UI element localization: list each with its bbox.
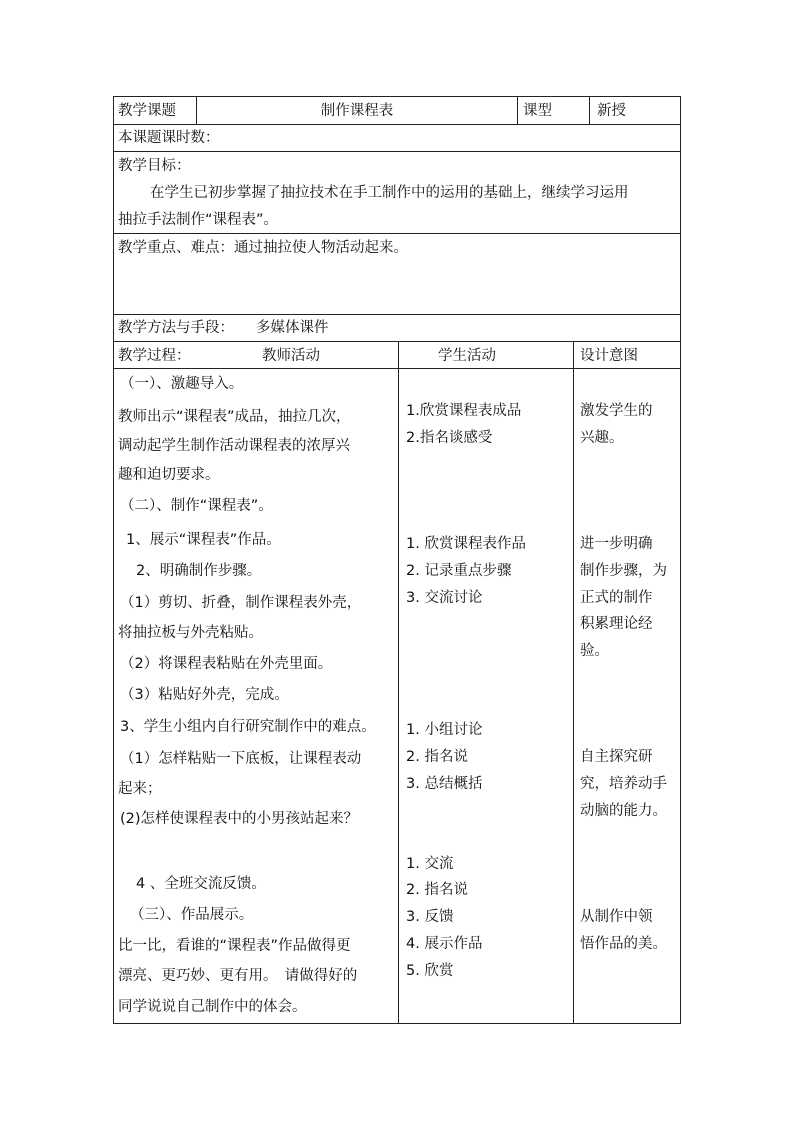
teacher-activity-header: 教师活动 xyxy=(262,348,320,364)
intent-line: 积累理论经 xyxy=(580,616,653,632)
hours-label: 本课题课时数： xyxy=(118,130,220,146)
row-divider xyxy=(113,233,681,234)
teacher-line: 调动起学生制作活动课程表的浓厚兴 xyxy=(118,438,350,454)
teacher-line: 漂亮、更巧妙、更有用。 请做得好的 xyxy=(118,968,358,984)
teacher-line: 起来； xyxy=(118,781,162,797)
teacher-line: (2)怎样使课程表中的小男孩站起来？ xyxy=(120,811,359,827)
teacher-line: 比一比，看谁的“课程表”作品做得更 xyxy=(118,938,351,954)
student-line: 3. 反馈 xyxy=(406,909,454,925)
column-divider xyxy=(517,96,518,125)
process-label: 教学过程： xyxy=(118,348,191,364)
student-line: 3. 总结概括 xyxy=(406,776,483,792)
teacher-line: 将抽拉板与外壳粘贴。 xyxy=(118,625,263,641)
key-points: 教学重点、难点：通过抽拉使人物活动起来。 xyxy=(118,240,408,256)
intent-line: 究，培养动手 xyxy=(580,776,667,792)
intent-line: 从制作中领 xyxy=(580,909,653,925)
teacher-line: （三）、作品展示。 xyxy=(130,907,254,923)
intent-line: 动脑的能力。 xyxy=(580,803,667,819)
objectives-label: 教学目标： xyxy=(118,158,191,174)
student-line: 4. 展示作品 xyxy=(406,936,483,952)
type-value: 新授 xyxy=(597,103,626,119)
student-line: 2. 记录重点步骤 xyxy=(406,563,512,579)
intent-line: 激发学生的 xyxy=(580,403,653,419)
column-divider xyxy=(589,96,590,125)
student-line: 1. 小组讨论 xyxy=(406,722,483,738)
column-divider xyxy=(573,341,574,1024)
row-divider xyxy=(113,341,681,342)
intent-line: 进一步明确 xyxy=(580,536,653,552)
student-line: 1.欣赏课程表成品 xyxy=(406,403,522,419)
teacher-line: （2）将课程表粘贴在外壳里面。 xyxy=(120,656,333,672)
objectives-text: 在学生已初步掌握了抽拉技术在手工制作中的运用的基础上，继续学习运用 xyxy=(150,185,629,201)
teacher-line: （1）剪切、折叠，制作课程表外壳， xyxy=(120,595,362,611)
row-divider xyxy=(113,124,681,125)
teacher-line: （1）怎样粘贴一下底板，让课程表动 xyxy=(120,751,362,767)
student-line: 2.指名谈感受 xyxy=(406,430,493,446)
teacher-line: 2、明确制作步骤。 xyxy=(136,563,262,579)
topic-label: 教学课题 xyxy=(118,103,176,119)
teacher-line: （二）、制作“课程表”。 xyxy=(120,498,273,514)
type-label: 课型 xyxy=(523,103,552,119)
intent-line: 兴趣。 xyxy=(580,430,624,446)
student-line: 3. 交流讨论 xyxy=(406,590,483,606)
student-line: 5. 欣赏 xyxy=(406,963,454,979)
table-border-right xyxy=(680,96,681,1024)
intent-line: 正式的制作 xyxy=(580,590,653,606)
teacher-line: 同学说说自己制作中的体会。 xyxy=(118,999,307,1015)
methods-value: 多媒体课件 xyxy=(256,320,329,336)
intent-line: 制作步骤，为 xyxy=(580,563,667,579)
row-divider xyxy=(113,368,681,369)
student-line: 2. 指名说 xyxy=(406,749,468,765)
student-line: 2. 指名说 xyxy=(406,882,468,898)
table-border-top xyxy=(113,96,681,97)
table-border-bottom xyxy=(113,1023,681,1024)
table-border-left xyxy=(113,96,114,1024)
teacher-line: 1、展示“课程表”作品。 xyxy=(126,532,281,548)
student-line: 1. 交流 xyxy=(406,856,454,872)
intent-line: 悟作品的美。 xyxy=(580,936,667,952)
design-intent-header: 设计意图 xyxy=(580,348,638,364)
intent-line: 自主探究研 xyxy=(580,749,653,765)
student-line: 1. 欣赏课程表作品 xyxy=(406,536,526,552)
column-divider xyxy=(398,341,399,1024)
teacher-line: 教师出示“课程表”成品，抽拉几次， xyxy=(118,409,351,425)
student-activity-header: 学生活动 xyxy=(438,348,496,364)
row-divider xyxy=(113,314,681,315)
teacher-line: 3、学生小组内自行研究制作中的难点。 xyxy=(120,719,376,735)
teacher-line: 趣和迫切要求。 xyxy=(118,467,220,483)
intent-line: 验。 xyxy=(580,643,609,659)
teacher-line: 4 、全班交流反馈。 xyxy=(136,876,266,892)
teacher-line: （3）粘贴好外壳，完成。 xyxy=(120,687,289,703)
topic-value: 制作课程表 xyxy=(320,103,394,119)
objectives-text: 抽拉手法制作“课程表”。 xyxy=(118,212,279,228)
teacher-line: （一）、激趣导入。 xyxy=(120,376,244,392)
methods-label: 教学方法与手段： xyxy=(118,320,234,336)
row-divider xyxy=(113,151,681,152)
